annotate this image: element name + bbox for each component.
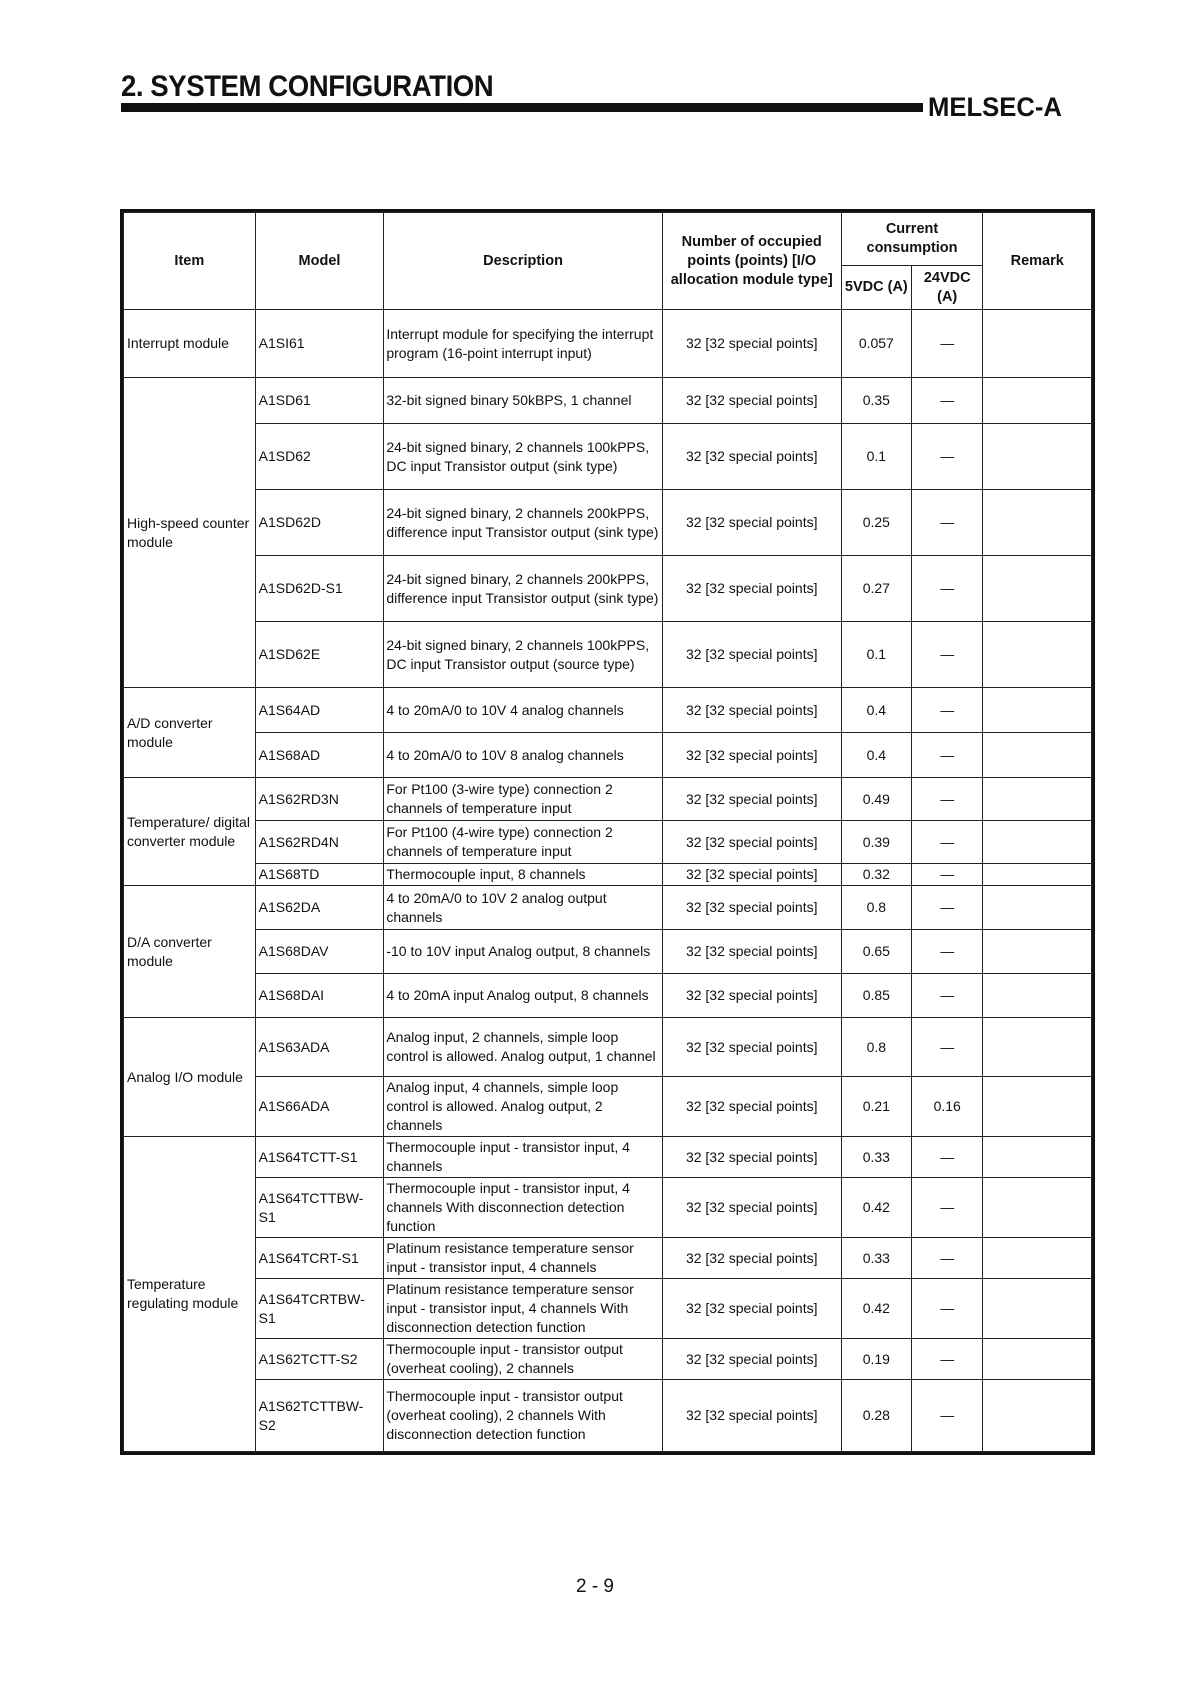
remark-cell [983,490,1092,556]
points-cell: 32 [32 special points] [662,490,841,556]
description-cell: For Pt100 (3-wire type) connection 2 channels of temperature input [384,778,662,821]
current-5vdc-cell: 0.85 [841,974,911,1018]
points-cell: 32 [32 special points] [662,310,841,378]
description-cell: Thermocouple input - transistor output (overheat cooling), 2 channels With disconnection detection function [384,1380,662,1452]
points-cell: 32 [32 special points] [662,1178,841,1238]
description-cell: Platinum resistance temperature sensor input - transistor input, 4 channels [384,1238,662,1279]
remark-cell [983,1279,1092,1339]
remark-cell [983,424,1092,490]
description-cell: Thermocouple input - transistor input, 4 channels With disconnection detection function [384,1178,662,1238]
table-row [124,622,1092,688]
current-5vdc-cell: 0.33 [841,1238,911,1279]
item-cell: Temperature/ digital converter module [124,778,256,886]
current-5vdc-cell: 0.057 [841,310,911,378]
model-cell: A1SD62D-S1 [255,556,384,622]
table-row [124,1279,1092,1339]
model-cell: A1S68DAV [255,930,384,974]
header-remark: Remark [983,213,1092,310]
points-cell: 32 [32 special points] [662,1018,841,1077]
points-cell: 32 [32 special points] [662,778,841,821]
model-cell: A1S64TCRT-S1 [255,1238,384,1279]
current-24vdc-cell: — [912,424,983,490]
points-cell: 32 [32 special points] [662,1279,841,1339]
table-body [124,310,1092,1452]
item-cell: Interrupt module [124,310,256,378]
current-24vdc-cell: — [912,974,983,1018]
module-table [123,212,1092,1452]
description-cell: 4 to 20mA/0 to 10V 4 analog channels [384,688,662,733]
current-24vdc-cell: — [912,378,983,424]
current-24vdc-cell: — [912,886,983,930]
remark-cell [983,378,1092,424]
current-5vdc-cell: 0.4 [841,688,911,733]
item-cell: Temperature regulating module [124,1137,256,1452]
current-24vdc-cell: — [912,1339,983,1380]
current-24vdc-cell: — [912,778,983,821]
points-cell: 32 [32 special points] [662,1238,841,1279]
model-cell: A1S68DAI [255,974,384,1018]
model-cell: A1SD62E [255,622,384,688]
model-cell: A1S62TCTTBW-S2 [255,1380,384,1452]
current-24vdc-cell: — [912,1279,983,1339]
remark-cell [983,886,1092,930]
model-cell: A1S64TCTT-S1 [255,1137,384,1178]
description-cell: Interrupt module for specifying the interrupt program (16-point interrupt input) [384,310,662,378]
points-cell: 32 [32 special points] [662,930,841,974]
remark-cell [983,1380,1092,1452]
table-row [124,1339,1092,1380]
description-cell: 24-bit signed binary, 2 channels 200kPPS, difference input Transistor output (sink type) [384,490,662,556]
description-cell: Analog input, 4 channels, simple loop control is allowed. Analog output, 2 channels [384,1077,662,1137]
table-row [124,1137,1092,1178]
current-5vdc-cell: 0.1 [841,424,911,490]
item-cell: High-speed counter module [124,378,256,688]
table-row [124,1238,1092,1279]
current-24vdc-cell: — [912,1137,983,1178]
table-row [124,974,1092,1018]
remark-cell [983,1077,1092,1137]
brand-label: MELSEC-A [928,92,1062,122]
table-header-row [124,213,1092,266]
points-cell: 32 [32 special points] [662,378,841,424]
current-24vdc-cell: — [912,490,983,556]
description-cell: 24-bit signed binary, 2 channels 100kPPS, DC input Transistor output (sink type) [384,424,662,490]
current-5vdc-cell: 0.35 [841,378,911,424]
description-cell: Thermocouple input - transistor output (overheat cooling), 2 channels [384,1339,662,1380]
header-item: Item [124,213,256,310]
description-cell: Thermocouple input, 8 channels [384,864,662,886]
current-5vdc-cell: 0.8 [841,1018,911,1077]
table-row [124,688,1092,733]
points-cell: 32 [32 special points] [662,974,841,1018]
description-cell: For Pt100 (4-wire type) connection 2 channels of temperature input [384,821,662,864]
remark-cell [983,1018,1092,1077]
points-cell: 32 [32 special points] [662,1077,841,1137]
header-current: Current consumption [841,213,983,266]
model-cell: A1S62TCTT-S2 [255,1339,384,1380]
model-cell: A1S68AD [255,733,384,778]
item-cell: Analog I/O module [124,1018,256,1137]
model-cell: A1S64AD [255,688,384,733]
remark-cell [983,733,1092,778]
table-row [124,1077,1092,1137]
header-model: Model [255,213,384,310]
remark-cell [983,556,1092,622]
remark-cell [983,688,1092,733]
table-row [124,930,1092,974]
remark-cell [983,974,1092,1018]
table-row [124,556,1092,622]
current-24vdc-cell: — [912,622,983,688]
table-row [124,1178,1092,1238]
points-cell: 32 [32 special points] [662,821,841,864]
current-5vdc-cell: 0.42 [841,1279,911,1339]
table-row [124,821,1092,864]
header-24vdc: 24VDC (A) [912,266,983,310]
model-cell: A1S66ADA [255,1077,384,1137]
header-rule [121,104,923,112]
table-row [124,490,1092,556]
remark-cell [983,1339,1092,1380]
current-5vdc-cell: 0.25 [841,490,911,556]
current-5vdc-cell: 0.39 [841,821,911,864]
model-cell: A1S62DA [255,886,384,930]
current-5vdc-cell: 0.1 [841,622,911,688]
description-cell: Platinum resistance temperature sensor input - transistor input, 4 channels With disconnection detection function [384,1279,662,1339]
description-cell: Analog input, 2 channels, simple loop control is allowed. Analog output, 1 channel [384,1018,662,1077]
table-row [124,778,1092,821]
points-cell: 32 [32 special points] [662,556,841,622]
remark-cell [983,310,1092,378]
model-cell: A1S63ADA [255,1018,384,1077]
item-cell: A/D converter module [124,688,256,778]
points-cell: 32 [32 special points] [662,1380,841,1452]
points-cell: 32 [32 special points] [662,864,841,886]
current-5vdc-cell: 0.19 [841,1339,911,1380]
points-cell: 32 [32 special points] [662,733,841,778]
current-24vdc-cell: — [912,1238,983,1279]
table-row [124,733,1092,778]
table-row [124,310,1092,378]
description-cell: 4 to 20mA input Analog output, 8 channels [384,974,662,1018]
points-cell: 32 [32 special points] [662,424,841,490]
description-cell: Thermocouple input - transistor input, 4 channels [384,1137,662,1178]
current-5vdc-cell: 0.42 [841,1178,911,1238]
current-24vdc-cell: — [912,1178,983,1238]
description-cell: 32-bit signed binary 50kBPS, 1 channel [384,378,662,424]
header-5vdc: 5VDC (A) [841,266,911,310]
table-row [124,378,1092,424]
remark-cell [983,778,1092,821]
model-cell: A1S64TCRTBW-S1 [255,1279,384,1339]
remark-cell [983,1178,1092,1238]
current-24vdc-cell: — [912,556,983,622]
current-5vdc-cell: 0.27 [841,556,911,622]
points-cell: 32 [32 special points] [662,1137,841,1178]
current-24vdc-cell: — [912,688,983,733]
header-points: Number of occupied points (points) [I/O allocation module type] [662,213,841,310]
points-cell: 32 [32 special points] [662,1339,841,1380]
model-cell: A1SD62 [255,424,384,490]
model-cell: A1S62RD3N [255,778,384,821]
current-24vdc-cell: — [912,864,983,886]
description-cell: 4 to 20mA/0 to 10V 2 analog output channels [384,886,662,930]
current-5vdc-cell: 0.28 [841,1380,911,1452]
current-5vdc-cell: 0.21 [841,1077,911,1137]
header-description: Description [384,213,662,310]
current-5vdc-cell: 0.49 [841,778,911,821]
model-cell: A1S62RD4N [255,821,384,864]
points-cell: 32 [32 special points] [662,688,841,733]
page-title: 2. SYSTEM CONFIGURATION [121,70,494,103]
model-cell: A1SD61 [255,378,384,424]
table-row [124,424,1092,490]
model-cell: A1SD62D [255,490,384,556]
current-5vdc-cell: 0.4 [841,733,911,778]
remark-cell [983,821,1092,864]
table-row [124,1018,1092,1077]
remark-cell [983,1238,1092,1279]
description-cell: -10 to 10V input Analog output, 8 channels [384,930,662,974]
current-5vdc-cell: 0.8 [841,886,911,930]
table-row [124,864,1092,886]
current-5vdc-cell: 0.33 [841,1137,911,1178]
remark-cell [983,1137,1092,1178]
model-cell: A1S68TD [255,864,384,886]
model-cell: A1SI61 [255,310,384,378]
current-24vdc-cell: 0.16 [912,1077,983,1137]
module-table-frame [120,209,1095,1455]
remark-cell [983,622,1092,688]
current-24vdc-cell: — [912,821,983,864]
table-row [124,1380,1092,1452]
description-cell: 4 to 20mA/0 to 10V 8 analog channels [384,733,662,778]
current-24vdc-cell: — [912,1380,983,1452]
remark-cell [983,930,1092,974]
points-cell: 32 [32 special points] [662,622,841,688]
description-cell: 24-bit signed binary, 2 channels 100kPPS, DC input Transistor output (source type) [384,622,662,688]
current-5vdc-cell: 0.65 [841,930,911,974]
current-5vdc-cell: 0.32 [841,864,911,886]
description-cell: 24-bit signed binary, 2 channels 200kPPS, difference input Transistor output (sink type) [384,556,662,622]
model-cell: A1S64TCTTBW-S1 [255,1178,384,1238]
current-24vdc-cell: — [912,1018,983,1077]
remark-cell [983,864,1092,886]
table-row [124,886,1092,930]
item-cell: D/A converter module [124,886,256,1018]
page-number: 2 - 9 [575,1576,615,1597]
current-24vdc-cell: — [912,733,983,778]
current-24vdc-cell: — [912,310,983,378]
points-cell: 32 [32 special points] [662,886,841,930]
current-24vdc-cell: — [912,930,983,974]
